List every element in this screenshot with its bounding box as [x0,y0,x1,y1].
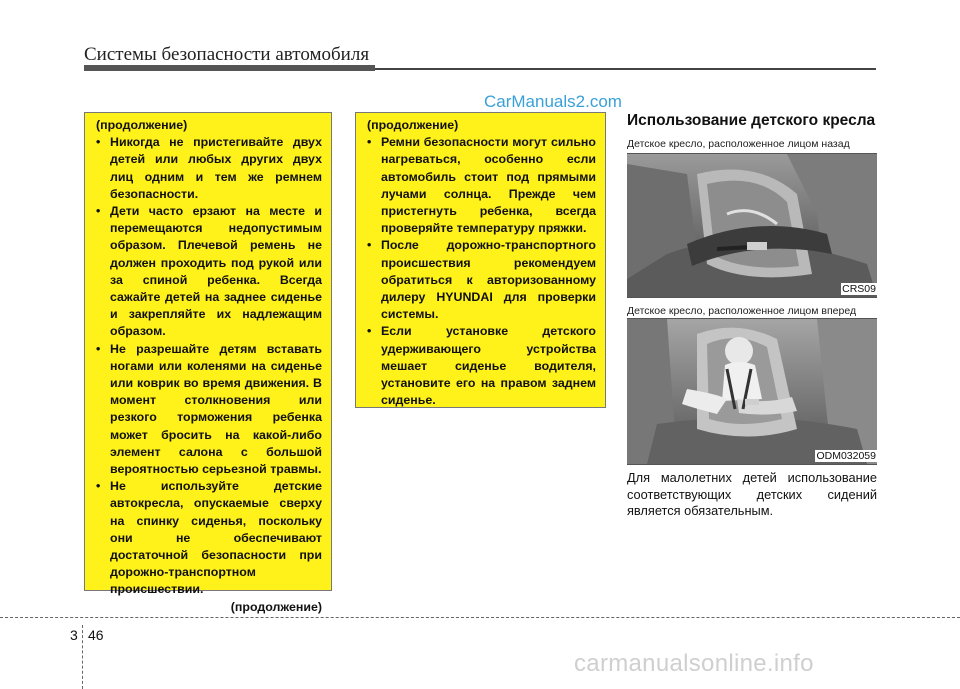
figure-code-odm032059: ODM032059 [816,450,876,462]
watermark-bottom-link[interactable]: carmanualsonline.info [574,650,814,677]
page-section-number: 3 [70,627,78,643]
footer-rule [0,617,960,618]
footer-vertical-rule [82,625,83,689]
figure-rear-facing-seat [627,153,877,298]
rear-facing-seat-illustration [627,154,877,297]
page-number: 46 [88,627,104,643]
warning-item: • Не используйте детские автокресла, опускаемые сверху на спинку сиденья, поскольку они не обеспечивают достаточной безопасности при дорожно-транспортном происшествии. [96,478,322,598]
warning-box-left [84,112,332,614]
forward-facing-seat-illustration [627,319,877,464]
figure-code-crs09: CRS09 [842,283,876,295]
section-title: Использование детского кресла [627,112,876,129]
continued-label-top: (продолжение) [96,118,188,132]
warning-item: • После дорожно-транспортного происшествия рекомендуем обратиться к авторизованному дилеру HYUNDAI для проверки системы. [367,237,596,323]
warning-box-middle [355,112,606,408]
continued-label-top: (продолжение) [367,118,459,132]
warning-item: • Не разрешайте детям вставать ногами или коленями на сиденье или коврик во время движения. В момент столкновения или резкого торможения ребенка может бросить на какой-либо элемент салона с большой вероятностью серьезной травмы. [96,341,322,479]
warning-item: • Никогда не пристегивайте двух детей или любых других двух лиц одним и тем же ремнем безопасности. [96,134,322,203]
header-rule-thin [375,68,876,70]
figure-forward-facing-seat [627,318,877,465]
warning-item: • Ремни безопасности могут сильно нагреваться, особенно если автомобиль стоит под прямыми лучами солнца. Прежде чем пристегнуть ребенка, всегда проверяйте температуру пряжки. [367,134,596,237]
warning-item: • Если установке детского удерживающего устройства мешает сиденье водителя, установите его на правом заднем сиденье. [367,323,596,409]
continued-label-bottom: (продолжение) [230,599,322,614]
warning-list-left [96,134,322,598]
watermark-top-link[interactable]: CarManuals2.com [484,92,622,111]
page-header-title: Системы безопасности автомобиля [84,44,370,65]
figure-caption-rear-facing: Детское кресло, расположенное лицом назад [627,138,850,150]
warning-list-middle [367,134,596,409]
header-rule-thick [84,65,375,71]
warning-item: • Дети часто ерзают на месте и перемещаются недопустимым образом. Плечевой ремень не должен проходить под рукой или за спиной ребенка. Всегда сажайте детей на заднее сиденье и закрепляйте их надлежащим образом. [96,203,322,341]
figure-caption-forward-facing: Детское кресло, расположенное лицом вперед [627,305,857,317]
body-paragraph: Для малолетних детей использование соответствующих детских сидений является обязательным. [627,470,877,518]
